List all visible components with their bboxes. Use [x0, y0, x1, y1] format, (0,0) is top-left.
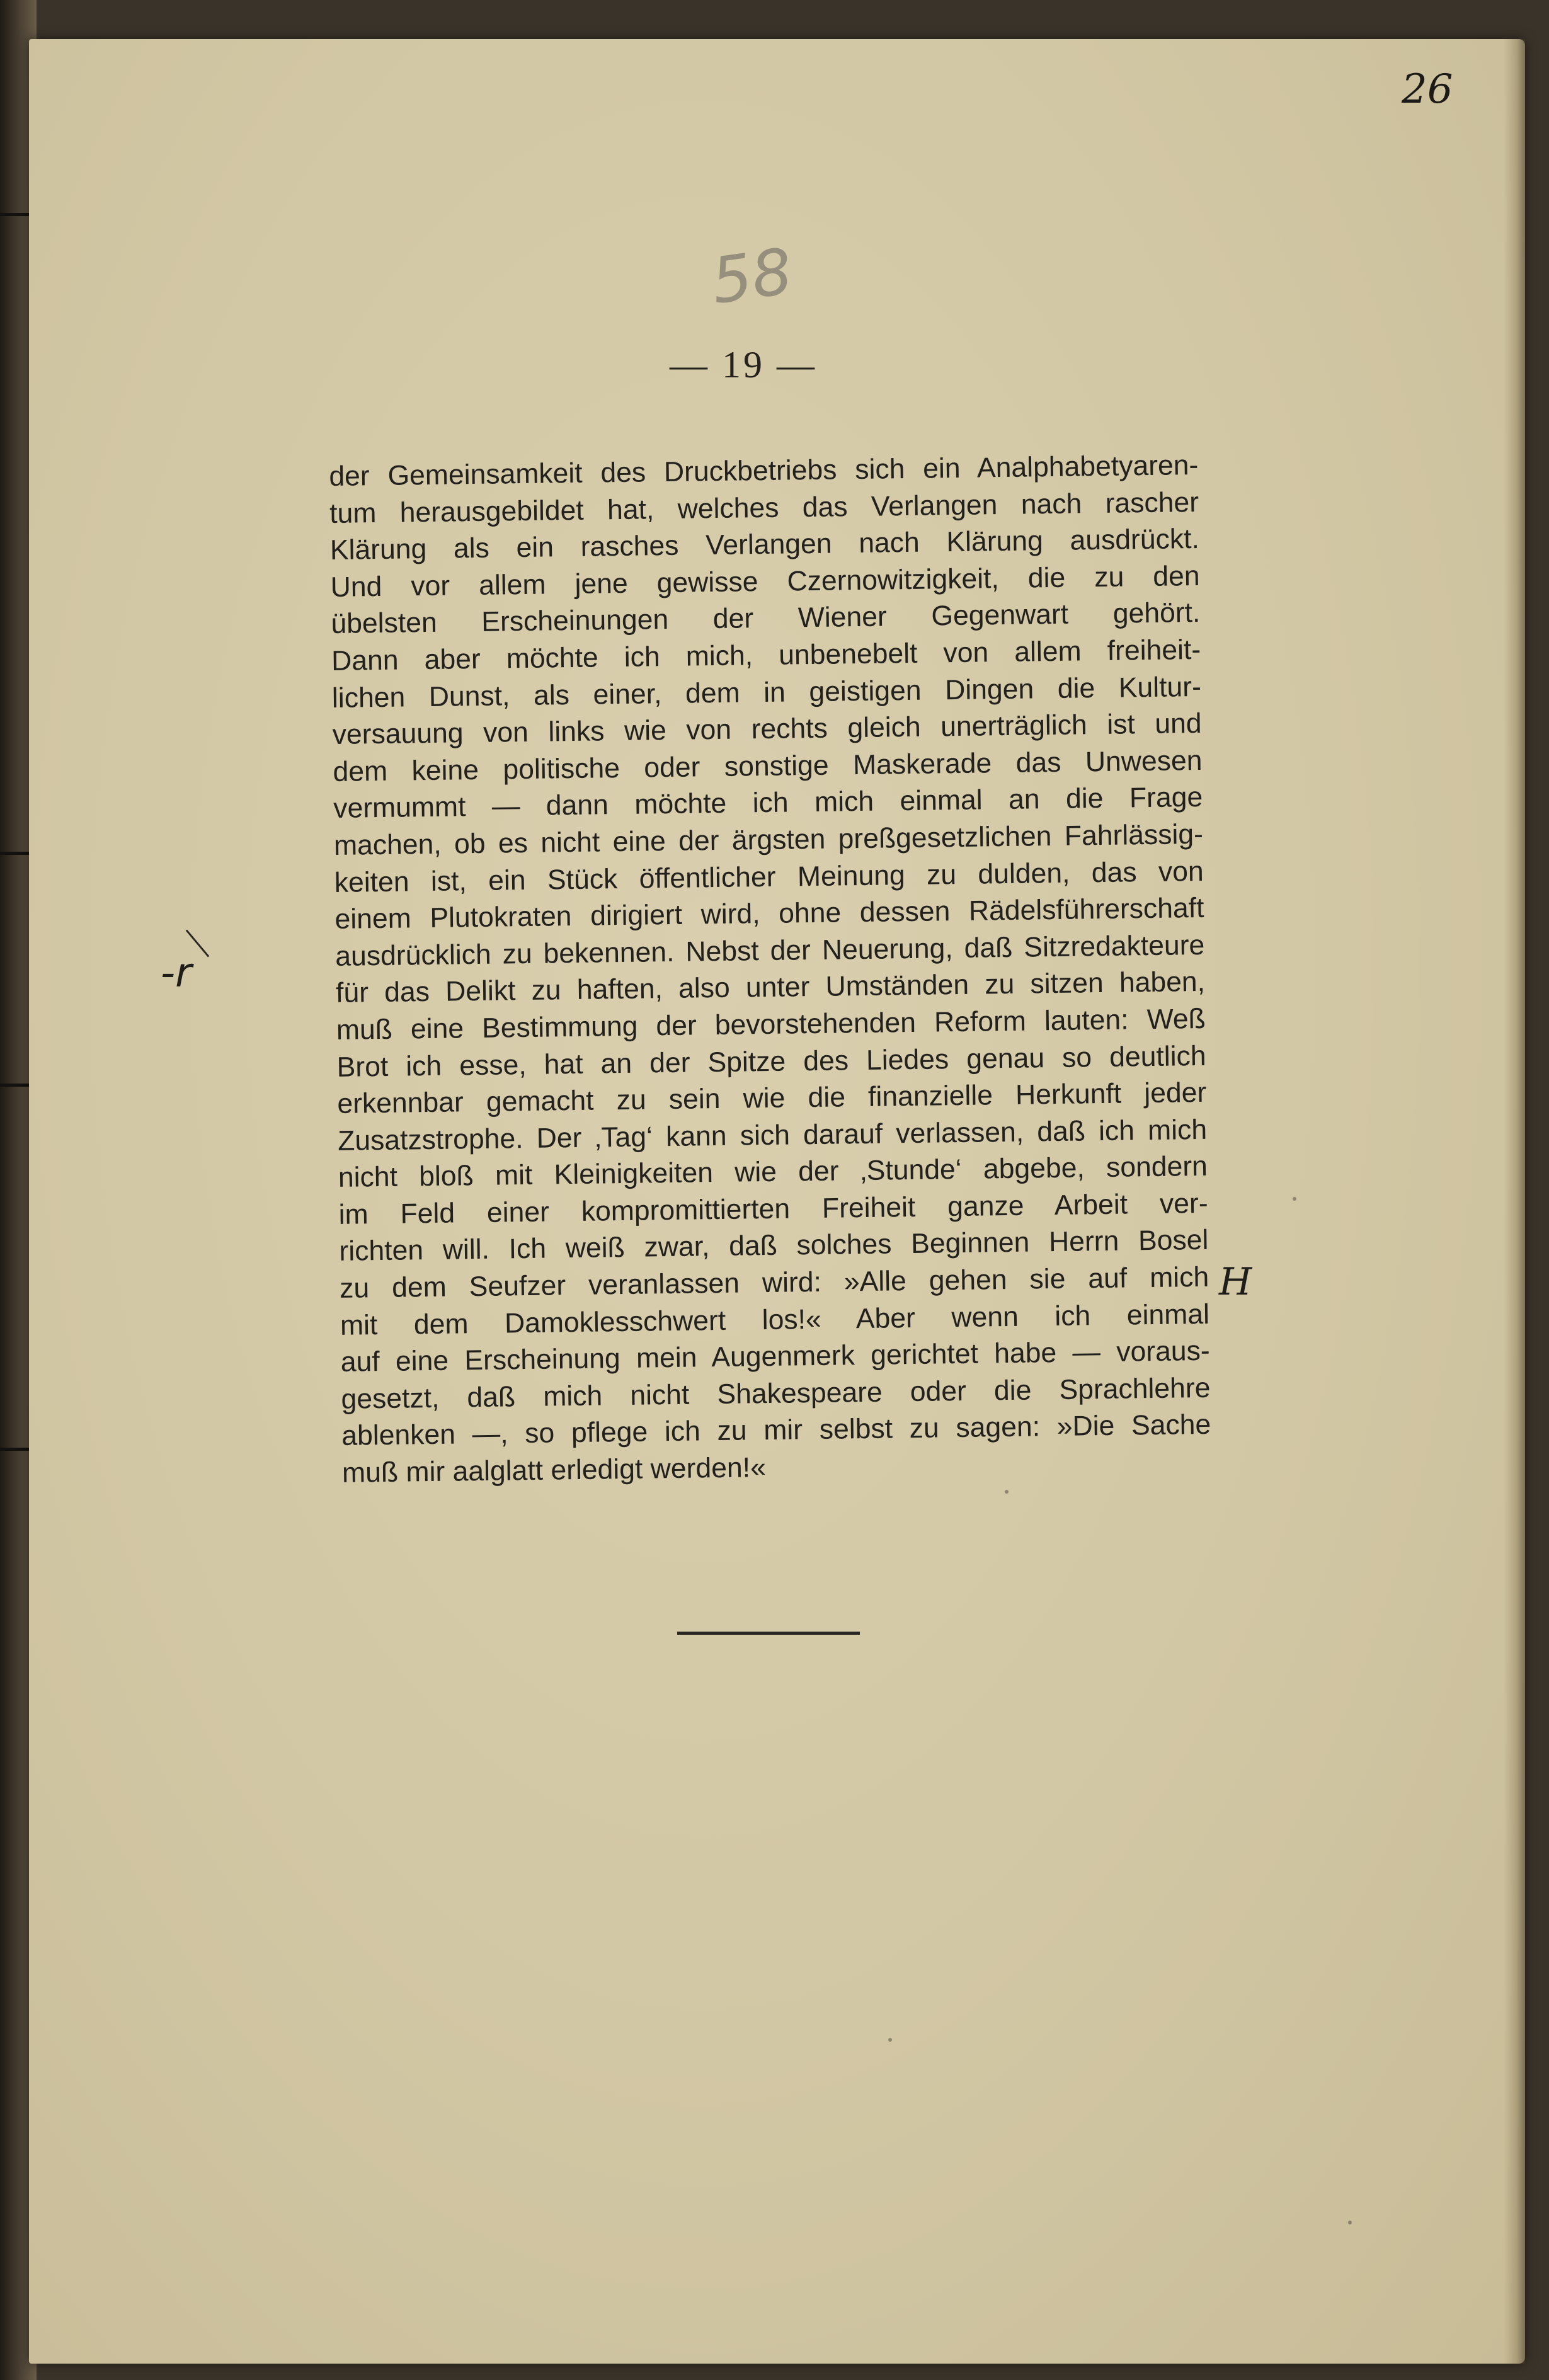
- text-line: nicht bloß mit Kleinigkeiten wie der ‚Stunde‘ abgebe, sondern: [338, 1151, 1208, 1194]
- text-line: im Feld einer kompromittierten Freiheit ganze Arbeit ver-: [338, 1187, 1208, 1230]
- text-line: vermummt — dann möchte ich mich einmal an die Frage: [333, 782, 1203, 825]
- text-line: einem Plutokraten dirigiert wird, ohne dessen Rädelsführerschaft: [334, 893, 1204, 935]
- margin-correction-right: H: [1219, 1260, 1252, 1304]
- text-line: muß mir aalglatt erledigt werden!«: [341, 1452, 767, 1489]
- text-line: Dann aber möchte ich mich, unbenebelt von allem freiheit-: [331, 634, 1201, 677]
- text-line: Und vor allem jene gewisse Czernowitzigkeit, die zu den: [330, 560, 1200, 603]
- text-line: richten will. Ich weiß zwar, daß solches Beginnen Herrn Bosel: [339, 1225, 1209, 1267]
- text-line: machen, ob es nicht eine der ärgsten preßgesetzlichen Fahrlässig-: [333, 818, 1204, 861]
- paper-speck: [1005, 1490, 1009, 1494]
- text-line: tum herausgebildet hat, welches das Verlangen nach rascher: [329, 486, 1199, 529]
- page-edge: [1504, 39, 1525, 2364]
- text-line: versauung von links wie von rechts gleich unerträglich ist und: [332, 708, 1202, 751]
- text-line: Brot ich esse, hat an der Spitze des Liedes genau so deutlich: [336, 1040, 1206, 1083]
- text-line: ablenken —, so pflege ich zu mir selbst zu sagen: »Die Sache: [341, 1409, 1211, 1452]
- text-line: keiten ist, ein Stück öffentlicher Meinung zu dulden, das von: [334, 855, 1204, 898]
- printed-page-number: — 19 —: [670, 344, 817, 386]
- text-line: auf eine Erscheinung mein Augenmerk gerichtet habe — voraus-: [340, 1336, 1210, 1378]
- body-text: [329, 447, 1211, 1492]
- text-line: für das Delikt zu haften, also unter Umständen zu sitzen haben,: [335, 966, 1206, 1009]
- archive-page-number: 26: [1402, 66, 1453, 113]
- paper-speck: [888, 2038, 892, 2042]
- text-line: mit dem Damoklesschwert los!« Aber wenn ich einmal: [340, 1298, 1210, 1341]
- text-line: ausdrücklich zu bekennen. Nebst der Neuerung, daß Sitzredakteure: [335, 929, 1205, 972]
- text-line: gesetzt, daß mich nicht Shakespeare oder die Sprachlehre: [341, 1372, 1211, 1415]
- paper-speck: [1348, 2221, 1352, 2224]
- binding-mark: [0, 213, 33, 216]
- text-line: dem keine politische oder sonstige Maskerade das Unwesen: [333, 745, 1203, 787]
- text-line: erkennbar gemacht zu sein wie die finanzielle Herkunft jeder: [337, 1077, 1207, 1120]
- binding-mark: [0, 852, 33, 855]
- margin-correction-left: -r: [161, 950, 192, 997]
- text-line: Zusatzstrophe. Der ‚Tag‘ kann sich darauf verlassen, daß ich mich: [337, 1114, 1208, 1157]
- text-line: lichen Dunst, als einer, dem in geistigen Dingen die Kultur-: [331, 671, 1202, 714]
- text-line: Klärung als ein rasches Verlangen nach Klärung ausdrückt.: [329, 523, 1200, 566]
- pencil-annotation: 58: [707, 234, 797, 319]
- text-line: übelsten Erscheinungen der Wiener Gegenwart gehört.: [331, 597, 1201, 640]
- text-line: muß eine Bestimmung der bevorstehenden Reform lauten: Weß: [336, 1003, 1206, 1046]
- end-rule: [677, 1632, 860, 1635]
- text-line: zu dem Seufzer veranlassen wird: »Alle gehen sie auf mich: [339, 1261, 1209, 1304]
- binding-mark: [0, 1084, 33, 1087]
- text-line: der Gemeinsamkeit des Druckbetriebs sich ein Analphabetyaren-: [329, 449, 1199, 492]
- binding-mark: [0, 1448, 33, 1451]
- paper-speck: [1293, 1197, 1296, 1201]
